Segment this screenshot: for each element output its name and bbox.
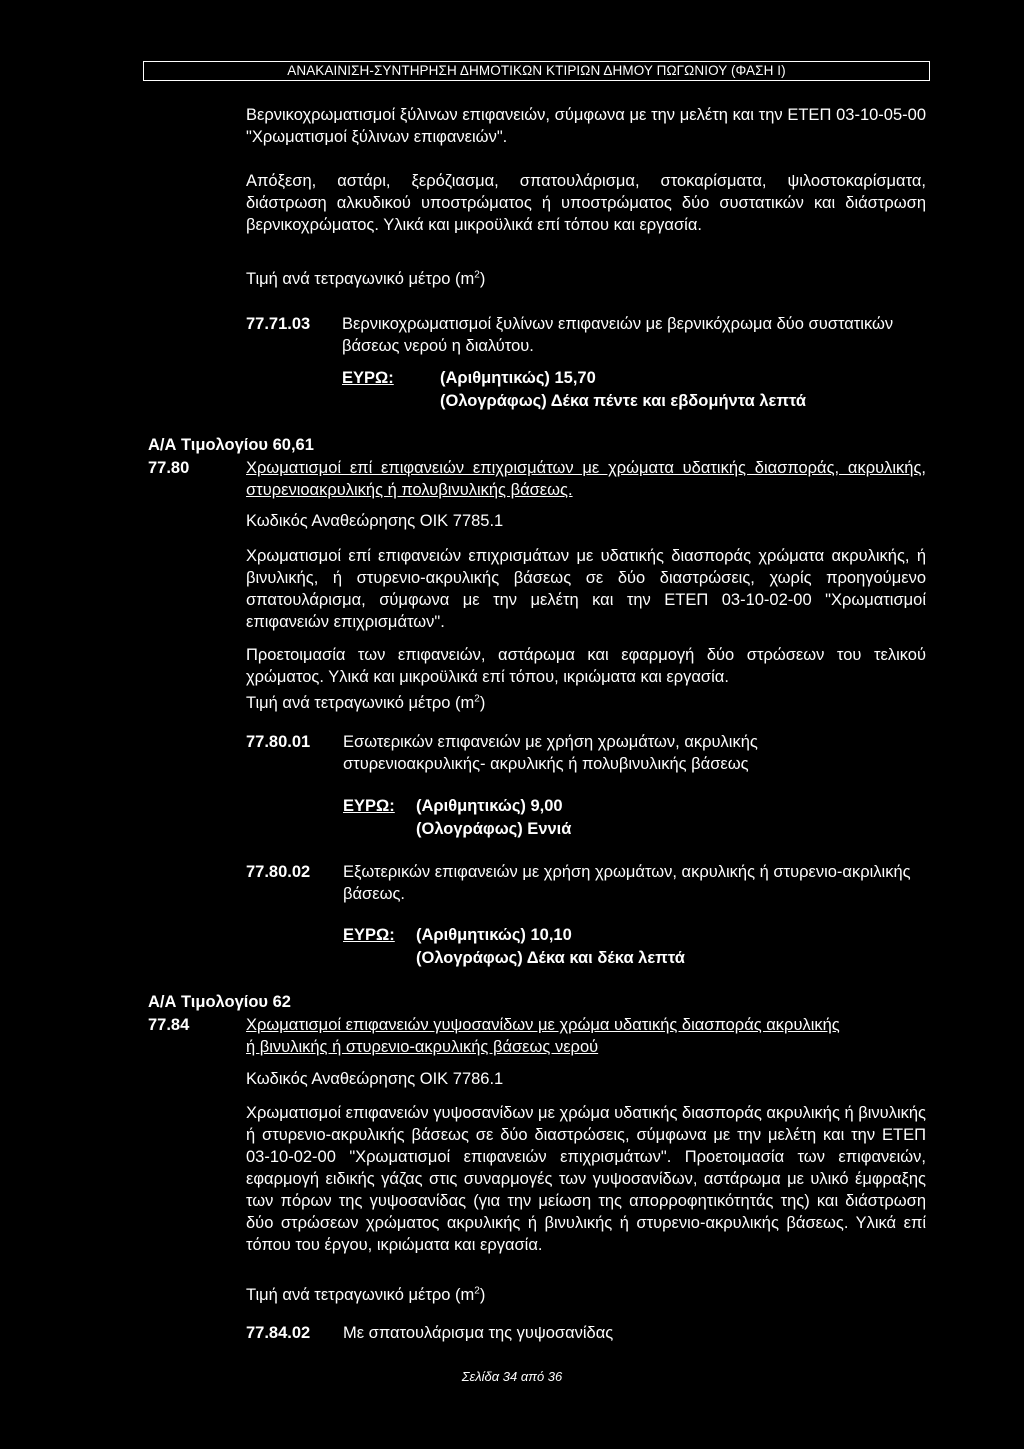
item-code-77-80-02: 77.80.02 [246,863,311,881]
article-desc-77-84: Χρωματισμοί επιφανειών γυψοσανίδων με χρώμα υδατικής διασποράς ακρυλικής ή βινυλικής ή στυρενιο-ακρυλικής βάσεως σε δύο διαστρώσεις, σύμφωνα με την μελέτη και την ΕΤΕΠ 03-10-02-00 "Χρωματισμοί επιφανειών επιχρισμάτων". Προετοιμασία των επιφανειών, εφαρμογή ειδικής γάζας στις συναρμογές των γυψοσανίδων, αστάρωμα με υλικό έμφραξης των πόρων της γυψοσανίδας (για την μείωση της απορροφητικότητάς της) και διάστρωση δύο στρώσεων χρώματος ακρυλικής ή βινυλικής ή στυρενιο-ακρυλικής βάσεως. Υλικά επί τόπου του έργου, ικριώματα και εργασία. [246,1104,926,1254]
review-code-7785: Κωδικός Αναθεώρησης ΟΙΚ 7785.1 [246,512,504,530]
item-code-77-84-02: 77.84.02 [246,1324,311,1342]
item-code-77-71-03: 77.71.03 [246,315,311,333]
document-header: ΑΝΑΚΑΙΝΙΣΗ-ΣΥΝΤΗΡΗΣΗ ΔΗΜΟΤΙΚΩΝ ΚΤΙΡΙΩΝ ΔΗΜΟΥ ΠΩΓΩΝΙΟΥ (ΦΑΣΗ Ι) [143,61,930,81]
invoice-aa-60-61: Α/Α Τιμολογίου 60,61 [148,436,314,454]
price-numeric: (Αριθμητικώς) 10,10 [416,926,572,944]
unit-close: ) [479,270,486,288]
euro-label: ΕΥΡΩ: [343,797,395,815]
unit-superscript: 2 [474,269,480,281]
unit-superscript: 2 [474,1285,480,1297]
unit-price-line [246,268,485,290]
item-desc-77-80-01: Εσωτερικών επιφανειών με χρήση χρωμάτων, ακρυλικής στυρενιοακρυλικής- ακρυλικής ή πολυβινυλικής βάσεως [343,733,758,773]
item-code-77-80-01: 77.80.01 [246,733,311,751]
price-words: (Ολογράφως) Δέκα και δέκα λεπτά [416,949,685,967]
item-desc-77-71-03: Βερνικοχρωματισμοί ξυλίνων επιφανειών με βερνικόχρωμα δύο συστατικών βάσεως νερού η διαλύτου. [342,315,894,355]
article-desc-77-80: Χρωματισμοί επί επιφανειών επιχρισμάτων με υδατικής διασποράς χρώματα ακρυλικής, ή βινυλικής, ή στυρενιο-ακρυλικής βάσεως σε δύο διαστρώσεις, χωρίς προηγούμενο σπατουλάρισμα, σύμφωνα με την μελέτη και την ΕΤΕΠ 03-10-02-00 "Χρωματισμοί επιφανειών επιχρισμάτων". [246,547,926,631]
unit-close: ) [479,1286,486,1304]
unit-text: Τιμή ανά τετραγωνικό μέτρο (m [246,694,475,712]
unit-superscript: 2 [474,693,480,705]
paragraph-preparation: Απόξεση, αστάρι, ξερόζιασμα, σπατουλάρισμα, στοκαρίσματα, ψιλοστοκαρίσματα, διάστρωση αλκυδικού υποστρώματος ή υποστρώματος δύο συστατικών και διάστρωση βερνικοχρώματος. Υλικά και μικροϋλικά επί τόπου και εργασία. [246,172,926,234]
unit-text: Τιμή ανά τετραγωνικό μέτρο (m [246,270,475,288]
euro-label: ΕΥΡΩ: [342,369,394,387]
unit-text: Τιμή ανά τετραγωνικό μέτρο (m [246,1286,475,1304]
price-numeric: (Αριθμητικώς) 15,70 [440,369,596,387]
paragraph-wood-varnish: Βερνικοχρωματισμοί ξύλινων επιφανειών, σύμφωνα με την μελέτη και την ΕΤΕΠ 03-10-05-00 "Χρωματισμοί ξύλινων επιφανειών". [246,106,926,146]
item-desc-77-80-02: Εξωτερικών επιφανειών με χρήση χρωμάτων, ακρυλικής ή στυρενιο-ακριλικής βάσεως. [343,863,911,903]
article-prep-77-80: Προετοιμασία των επιφανειών, αστάρωμα και εφαρμογή δύο στρώσεων του τελικού χρώματος. Υλικά και μικροϋλικά επί τόπου, ικριώματα και εργασία. [246,646,926,686]
page-footer: Σελίδα 34 από 36 [461,1369,563,1384]
euro-label: ΕΥΡΩ: [343,926,395,944]
unit-price-line [246,692,485,714]
price-words: (Ολογράφως) Εννιά [416,820,572,838]
article-title-77-80: Χρωματισμοί επί επιφανειών επιχρισμάτων με χρώματα υδατικής διασποράς, ακρυλικής, στυρενιοακρυλικής ή πολυβινυλικής βάσεως. [246,459,926,499]
unit-price-line [246,1284,485,1306]
review-code-7786: Κωδικός Αναθεώρησης ΟΙΚ 7786.1 [246,1070,504,1088]
article-code-77-84: 77.84 [148,1016,190,1034]
unit-close: ) [479,694,486,712]
price-words: (Ολογράφως) Δέκα πέντε και εβδομήντα λεπτά [440,392,807,410]
item-desc-77-84-02: Με σπατουλάρισμα της γυψοσανίδας [343,1324,614,1342]
price-numeric: (Αριθμητικώς) 9,00 [416,797,563,815]
article-title-77-84: Χρωματισμοί επιφανειών γυψοσανίδων με χρώμα υδατικής διασποράς ακρυλικής ή βινυλικής ή στυρενιο-ακρυλικής βάσεως νερού [246,1016,840,1056]
article-code-77-80: 77.80 [148,459,190,477]
invoice-aa-62: Α/Α Τιμολογίου 62 [148,993,291,1011]
